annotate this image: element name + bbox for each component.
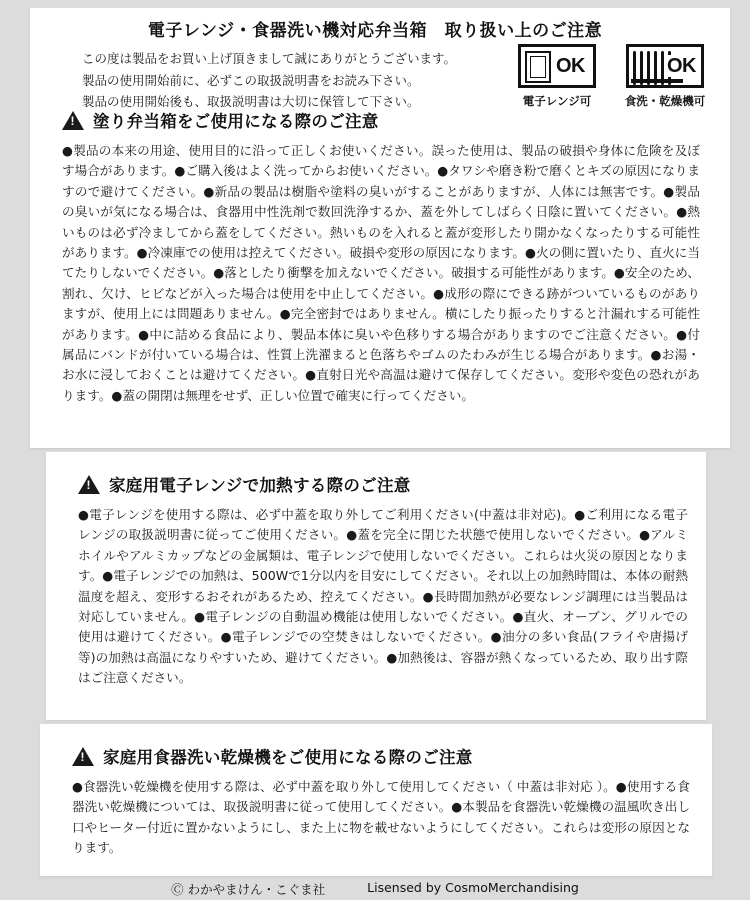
section-heading-microwave bbox=[78, 472, 690, 496]
section-dishwasher bbox=[72, 744, 692, 859]
section-heading-lacquer-bento bbox=[62, 108, 702, 132]
intro-text bbox=[82, 48, 512, 113]
section-microwave bbox=[78, 472, 690, 689]
badge-mark-dishwasher: OK bbox=[667, 55, 696, 77]
intro-line-2: 製品の使用開始前に、必ずこの取扱説明書をお読み下さい。 bbox=[82, 72, 420, 88]
section-body-dishwasher: ●食器洗い乾燥機を使用する際は、必ず中蓋を取り外して使用してください（ 中蓋は非対応 ）。●使用する食器洗い乾燥機については、取扱説明書に従って使用してください。●本製品を食器洗い乾燥機の温風吹き出し口やヒーター付近に置かないようにし、また上に物を載せないようにしてください。これらは変形の原因となります。 bbox=[72, 779, 690, 856]
section-body-lacquer-bento: ●製品の本来の用途、使用目的に沿って正しくお使いください。誤った使用は、製品の破損や身体に危険を及ぼす場合があります。●ご購入後はよく洗ってからお使いください。●タワシや磨き粉で磨くとキズの原因になりますので避けてください。●新品の製品は樹脂や塗料の臭いがすることがありますが、人体には無害です。●製品の臭いが気になる場合は、食器用中性洗剤で数回洗浄するか、蓋を外してしばらく日陰に置いてください。●熱いものは必ず冷ましてから蓋をしてください。熱いものを入れると蓋が変形したり開かなくなったりする可能性があります。●冷凍庫での使用は控えてください。破損や変形の原因になります。●火の側に置いたり、直火に当てたりしないでください。●落としたり衝撃を加えないでください。破損する可能性があります。●安全のため、割れ、欠け、ヒビなどが入った場合は使用を中止してください。●成形の際にできる跡がついているものがありますが、使用上には問題ありません。●完全密封ではありません。横にしたり振ったりすると汁漏れする可能性があります。●中に詰める食品により、製品本体に臭いや色移りする場合がありますのでご注意ください。●付属品にバンドが付いている場合は、性質上洗濯まると色落ちやゴムのたわみが生じる場合があります。●お湯・お水に浸しておくことは避けてください。●直射日光や高温は避けて保存してください。変形や変色の恐れがあります。●蓋の開閉は無理をせず、正しい位置で確実に行ってください。 bbox=[62, 143, 700, 403]
page-title: 電子レンジ・食器洗い機対応弁当箱 取り扱い上のご注意 bbox=[147, 21, 603, 41]
warning-icon bbox=[62, 111, 84, 130]
microwave-door-shape bbox=[525, 51, 551, 83]
section-title-lacquer-bento: 塗り弁当箱をご使用になる際のご注意 bbox=[93, 112, 379, 131]
footer-license: Lisensed by CosmoMerchandising bbox=[367, 880, 579, 895]
compatibility-badges bbox=[514, 44, 708, 109]
badge-dishwasher bbox=[622, 44, 708, 109]
dishwasher-base-shape bbox=[631, 79, 683, 83]
section-body-microwave: ●電子レンジを使用する際は、必ず中蓋を取り外してご利用ください(中蓋は非対応)。●ご利用になる電子レンジの取扱説明書に従ってご使用ください。●蓋を完全に閉じた状態で使用しないでください。●アルミホイルやアルミカップなどの金属類は、電子レンジで使用しないでください。これらは火災の原因となります。●電子レンジでの加熱は、500Wで1分以内を目安にしてください。それ以上の加熱時間は、本体の耐熱温度を超え、変形するおそれがあるため、控えてください。●長時間加熱が必要なレンジ調理には当製品は対応していません。●電子レンジの自動温め機能は使用しないでください。●直火、オーブン、グリルでの使用は避けてください。●電子レンジでの空焚きはしないでください。●油分の多い食品(フライや唐揚げ等)の加熱は高温になりやすいため、避けてください。●加熱後は、容器が熱くなっているため、取り出す際はご注意ください。 bbox=[78, 507, 688, 686]
section-lacquer-bento bbox=[62, 108, 702, 406]
badge-mark-microwave: OK bbox=[556, 55, 585, 77]
microwave-ok-icon bbox=[518, 44, 596, 88]
warning-icon bbox=[78, 475, 100, 494]
badge-caption-dishwasher: 食洗・乾燥機可 bbox=[624, 94, 706, 108]
intro-line-3: 製品の使用開始後も、取扱説明書は大切に保管して下さい。 bbox=[82, 94, 420, 109]
badge-caption-microwave: 電子レンジ可 bbox=[522, 94, 592, 108]
section-heading-dishwasher bbox=[72, 744, 692, 768]
intro-line-1: この度は製品をお買い上げ頂きまして誠にありがとうございます。 bbox=[82, 51, 457, 66]
warning-icon bbox=[72, 747, 94, 766]
badge-microwave bbox=[514, 44, 600, 109]
section-title-microwave: 家庭用電子レンジで加熱する際のご注意 bbox=[109, 476, 411, 495]
dishwasher-ok-icon bbox=[626, 44, 704, 88]
footer-copyright: Ⓒ わかやまけん・こぐま社 bbox=[171, 882, 326, 897]
footer bbox=[0, 880, 750, 898]
section-title-dishwasher: 家庭用食器洗い乾燥機をご使用になる際のご注意 bbox=[103, 748, 473, 767]
